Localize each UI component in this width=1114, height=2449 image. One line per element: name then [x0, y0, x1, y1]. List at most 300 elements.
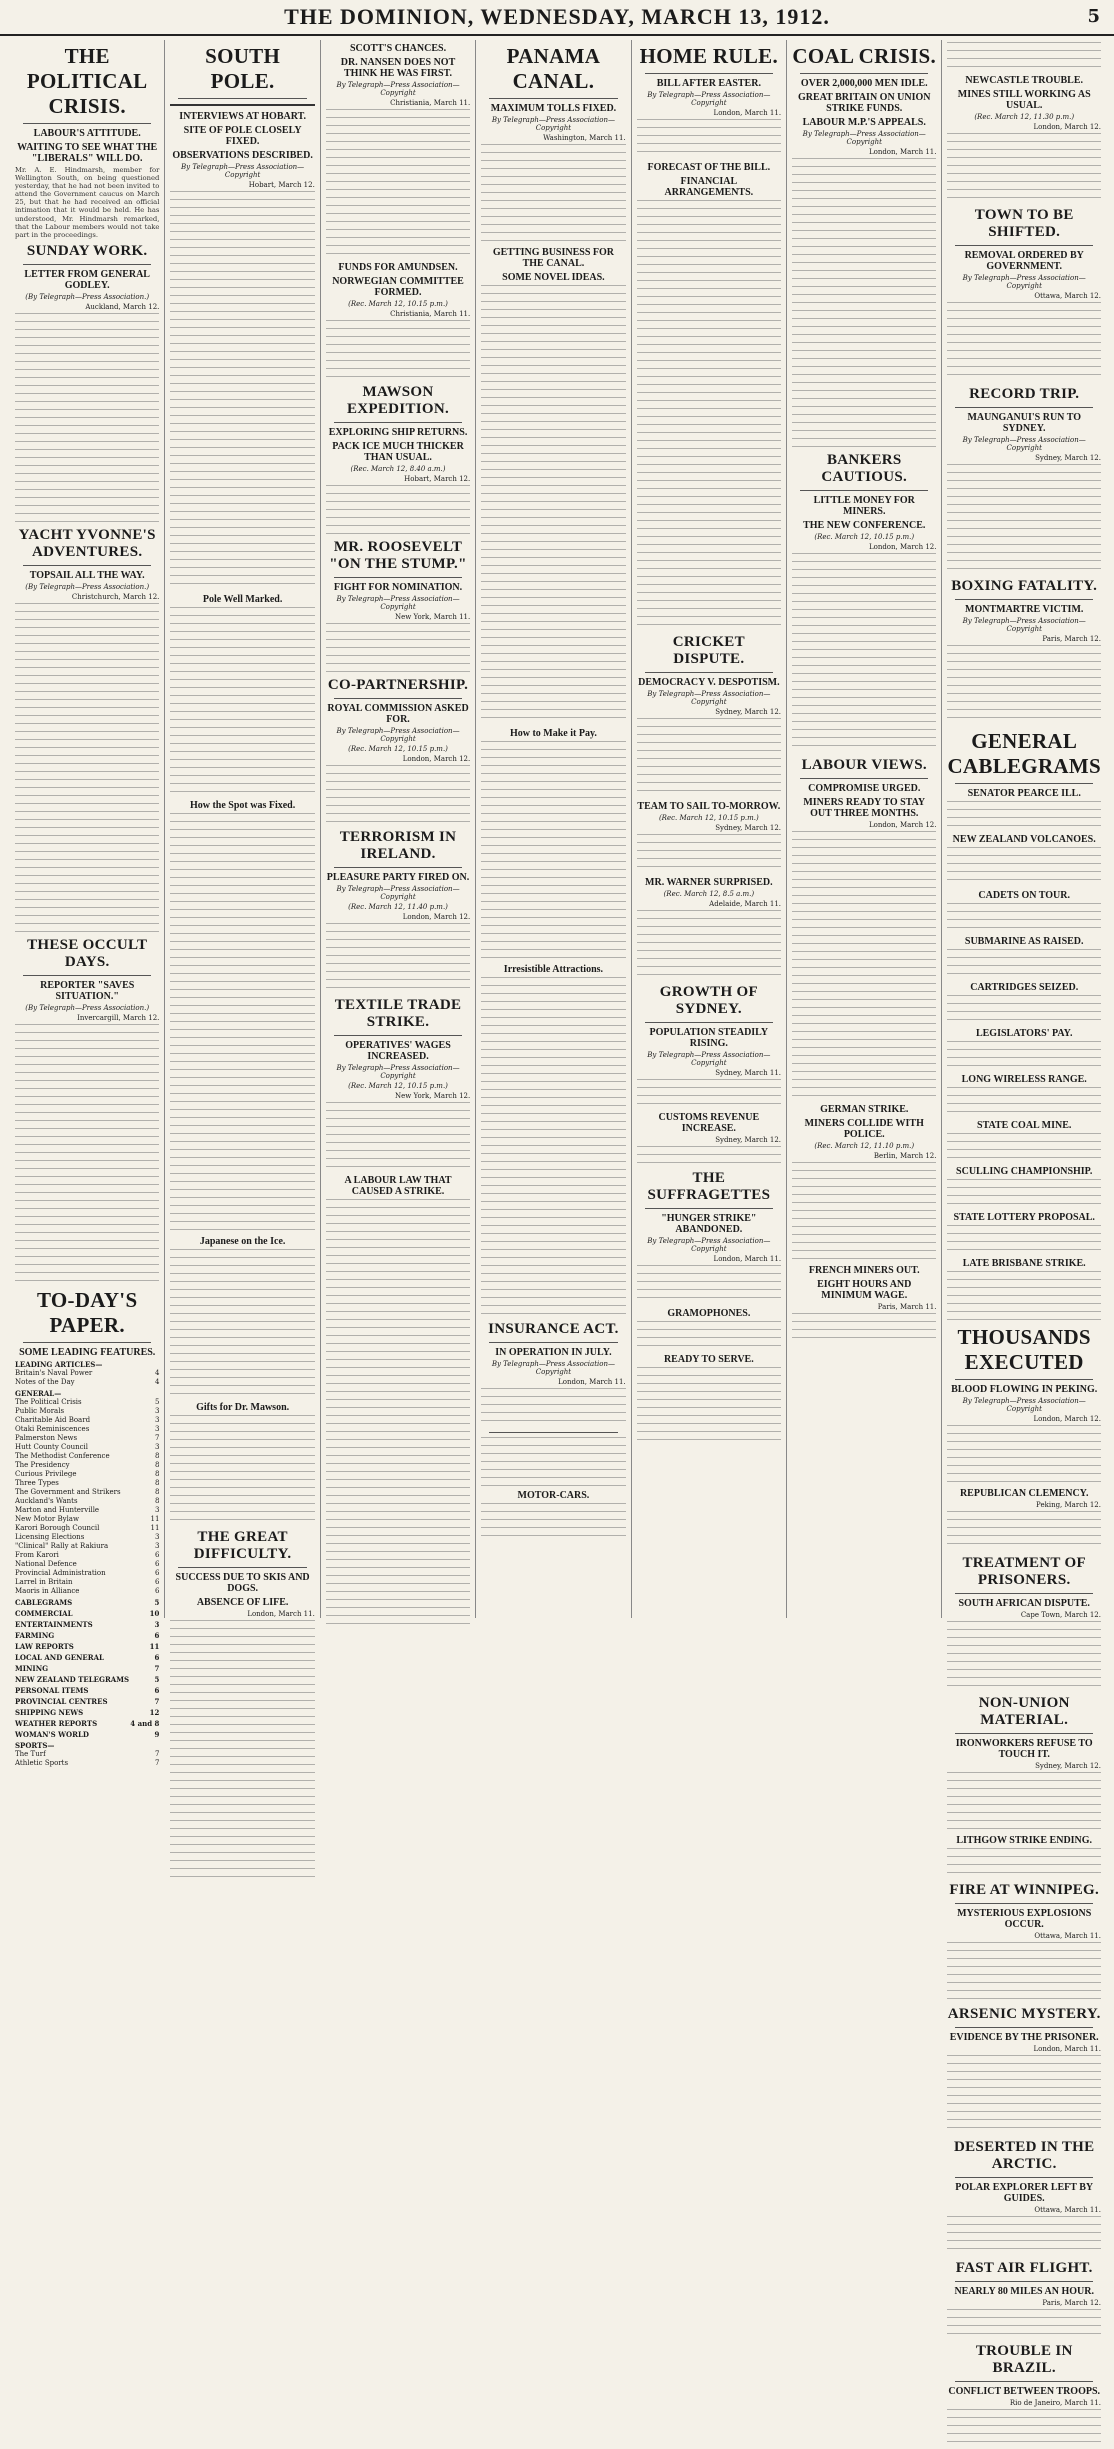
subheadline: MONTMARTRE VICTIM. [965, 604, 1084, 615]
index-label: PROVINCIAL CENTRES [15, 1696, 108, 1706]
rule [334, 1035, 462, 1036]
column-3 [321, 40, 476, 1618]
index-row [15, 1551, 159, 1560]
rule [800, 778, 928, 779]
index-page: 11 [149, 1641, 160, 1651]
index-row [15, 1730, 159, 1739]
index-page: 3 [154, 1541, 160, 1550]
subheadline: NEWCASTLE TROUBLE. [965, 75, 1084, 86]
body-text-lines [481, 741, 625, 961]
headline: GENERAL CABLEGRAMS [947, 729, 1101, 778]
dateline: Sydney, March 12. [715, 824, 782, 832]
index-page: 4 [154, 1368, 160, 1377]
index-page [145, 1360, 159, 1369]
headline: THOUSANDS EXECUTED [957, 1325, 1091, 1374]
dateline: Paris, March 12. [1042, 635, 1101, 643]
subheadline: MINERS COLLIDE WITH POLICE. [804, 1118, 924, 1140]
body-text-lines [947, 995, 1101, 1025]
headline: SUNDAY WORK. [26, 242, 148, 259]
headline: LABOUR VIEWS. [801, 757, 927, 773]
subheadline: NORWEGIAN COMMITTEE FORMED. [332, 276, 464, 298]
rule [334, 422, 462, 423]
body-text-lines [947, 464, 1101, 574]
index-label: The Political Crisis [15, 1397, 82, 1406]
subheadline: SENATOR PEARCE ILL. [967, 788, 1081, 799]
dateline: Rio de Janeiro, March 11. [1009, 2399, 1101, 2407]
rule [955, 1903, 1093, 1904]
body-text-lines [170, 191, 314, 591]
subheadline: OPERATIVES' WAGES INCREASED. [345, 1040, 451, 1062]
index-page: 6 [154, 1577, 160, 1586]
dateline: Sydney, March 11. [715, 1069, 782, 1077]
dateline: Auckland, March 12. [85, 302, 160, 311]
rule [645, 1022, 773, 1023]
subheadline: REPORTER "SAVES SITUATION." [40, 979, 135, 1002]
rule [645, 1208, 773, 1209]
index-row [15, 1569, 159, 1578]
index-page: 6 [154, 1559, 160, 1568]
index-row [15, 1750, 159, 1759]
index-row [15, 1497, 159, 1506]
column-4 [476, 40, 631, 1618]
index-page: 3 [154, 1415, 160, 1424]
index-label: Auckland's Wants [15, 1496, 78, 1505]
index-label: "Clinical" Rally at Rakiura [15, 1541, 109, 1550]
index-row [15, 1631, 159, 1640]
index-label: The Turf [15, 1749, 46, 1758]
dateline: London, March 12. [1033, 123, 1101, 131]
index-row [15, 1434, 159, 1443]
credit-line: By Telegraph—Press Association—Copyright [336, 1064, 460, 1080]
body-text-lines [947, 1041, 1101, 1071]
body-text-lines [170, 607, 314, 797]
index-label: LAW REPORTS [15, 1641, 74, 1651]
index-row [15, 1542, 159, 1551]
body-text-lines [326, 923, 470, 993]
subheadline: ABSENCE OF LIFE. [196, 1597, 289, 1608]
index-page: 3 [154, 1442, 160, 1451]
index-label: LOCAL AND GENERAL [15, 1652, 104, 1662]
body-text-lines [326, 485, 470, 535]
rule [955, 2027, 1093, 2028]
body-text-lines [170, 1620, 314, 1880]
newspaper-columns [10, 40, 1106, 2407]
body-text-lines [637, 1265, 781, 1305]
body-text-lines [947, 949, 1101, 979]
subheadline: LITHGOW STRIKE ENDING. [956, 1835, 1093, 1846]
headline: NON-UNION MATERIAL. [978, 1695, 1070, 1728]
rule [955, 407, 1093, 408]
credit-line: (Rec. March 12, 8.40 a.m.) [350, 465, 446, 473]
body-text-lines [947, 847, 1101, 887]
index-label: PERSONAL ITEMS [15, 1685, 89, 1695]
body-text-lines [947, 1179, 1101, 1209]
headline: RECORD TRIP. [969, 386, 1080, 402]
credit-line: (Rec. March 12, 10.15 p.m.) [348, 745, 448, 753]
headline: MR. ROOSEVELT "ON THE STUMP." [329, 539, 467, 572]
index-page: 3 [154, 1424, 160, 1433]
credit-line: By Telegraph—Press Association—Copyright [647, 1051, 771, 1067]
index-label: NEW ZEALAND TELEGRAMS [15, 1674, 129, 1684]
article-text: Mr. A. E. Hindmarsh, member for Wellington South, on being questioned yesterday, that he had not been invited to attend the Government caucus on March 25, but that he had received an official intimation that it would be held. He has understood, Mr. Hindmarsh remarked, that the Labour members would not take part in the proceedings. [15, 166, 160, 239]
subheadline: INTERVIEWS AT HOBART. [179, 111, 307, 122]
rule [23, 975, 151, 976]
index-label: WOMAN'S WORLD [15, 1729, 89, 1739]
subheadline: SOUTH AFRICAN DISPUTE. [958, 1598, 1090, 1609]
headline: CRICKET DISPUTE. [672, 634, 745, 667]
subheadline: FRENCH MINERS OUT. [808, 1265, 920, 1276]
headline: TOWN TO BE SHIFTED. [974, 207, 1074, 240]
index-page: 4 [154, 1377, 160, 1386]
double-rule [170, 104, 314, 106]
dateline: London, March 12. [402, 755, 471, 763]
index-label: COMMERCIAL [15, 1608, 73, 1618]
subheadline: EVIDENCE BY THE PRISONER. [949, 2032, 1099, 2043]
index-page: 6 [154, 1550, 160, 1559]
credit-line: By Telegraph—Press Association—Copyright [491, 116, 615, 132]
index-row [15, 1524, 159, 1533]
rule [23, 264, 151, 265]
subheadline: SUBMARINE AS RAISED. [964, 936, 1084, 947]
rule [955, 1593, 1093, 1594]
index-row [15, 1708, 159, 1717]
index-label: Larrel in Britain [15, 1577, 73, 1586]
body-text-lines [637, 200, 781, 630]
body-text-lines [326, 109, 470, 259]
subheadline: PACK ICE MUCH THICKER THAN USUAL. [332, 441, 464, 463]
rule [489, 1432, 617, 1433]
subheadline: READY TO SERVE. [663, 1354, 754, 1365]
body-text-lines [326, 1102, 470, 1172]
body-text-lines [326, 765, 470, 825]
credit-line: (Rec. March 12, 10.15 p.m.) [814, 533, 915, 541]
headline: ARSENIC MYSTERY. [947, 2006, 1101, 2022]
subheadline: FIGHT FOR NOMINATION. [333, 582, 463, 593]
body-text-lines [947, 1772, 1101, 1832]
body-text-lines [326, 320, 470, 380]
body-text-lines [792, 1162, 936, 1262]
index-row [15, 1759, 159, 1768]
dateline: London, March 11. [713, 109, 782, 117]
credit-line: (Rec. March 12, 10.15 p.m.) [348, 300, 448, 308]
credit-line: By Telegraph—Press Association—Copyright [962, 436, 1086, 452]
body-text-lines [637, 1079, 781, 1109]
subheadline: NEARLY 80 MILES AN HOUR. [954, 2286, 1094, 2297]
body-text-lines [792, 1313, 936, 1343]
index-page: 6 [154, 1586, 160, 1595]
rule [489, 1342, 617, 1343]
dateline: Sydney, March 12. [715, 1136, 782, 1144]
index-label: CABLEGRAMS [15, 1597, 73, 1607]
credit-line: By Telegraph—Press Association—Copyright [181, 163, 305, 179]
index-label: Athletic Sports [15, 1758, 69, 1767]
body-text-lines [481, 977, 625, 1317]
rule [955, 783, 1093, 784]
index-page: 5 [154, 1397, 160, 1406]
index-label: ENTERTAINMENTS [15, 1619, 93, 1629]
index-page: 9 [154, 1729, 160, 1739]
dateline: London, March 11. [1033, 2045, 1101, 2053]
index-row [15, 1697, 159, 1706]
dateline: London, March 12. [402, 913, 471, 921]
index-row [15, 1533, 159, 1542]
index-label: National Defence [15, 1559, 77, 1568]
dateline: New York, March 11. [394, 613, 471, 621]
body-text-lines [170, 1415, 314, 1525]
subheadline: SCOTT'S CHANCES. [349, 43, 447, 54]
index-label: Charitable Aid Board [15, 1415, 91, 1424]
credit-line: (Rec. March 12, 8.5 a.m.) [663, 890, 755, 898]
subheadline: WAITING TO SEE WHAT THE "LIBERALS" WILL DO. [17, 142, 158, 164]
index-label: Notes of the Day [15, 1377, 75, 1386]
subheadline: Japanese on the Ice. [199, 1236, 286, 1247]
subheadline: GREAT BRITAIN ON UNION STRIKE FUNDS. [797, 92, 931, 114]
subheadline: LABOUR'S ATTITUDE. [33, 128, 141, 139]
index-page: 11 [150, 1523, 160, 1532]
dateline: Christiania, March 11. [390, 99, 471, 107]
index-page: 7 [154, 1433, 160, 1442]
headline: CO-PARTNERSHIP. [327, 677, 469, 693]
index-label: SHIPPING NEWS [15, 1707, 84, 1717]
subheadline: FINANCIAL ARRANGEMENTS. [664, 176, 754, 198]
credit-line: (Rec. March 12, 11.10 p.m.) [814, 1142, 915, 1150]
index-row [15, 1560, 159, 1569]
page-number: 5 [1087, 6, 1100, 27]
body-text-lines [947, 1087, 1101, 1117]
index-label: The Government and Strikers [15, 1487, 121, 1496]
headline: YACHT YVONNE'S ADVENTURES. [18, 526, 156, 560]
subheadline: LABOUR M.P.'S APPEALS. [802, 117, 926, 128]
index-page: 3 [154, 1619, 160, 1629]
credit-line: By Telegraph—Press Association—Copyright [802, 130, 926, 146]
index-page: 6 [154, 1568, 160, 1577]
masthead [0, 0, 1114, 36]
rule [955, 245, 1093, 246]
body-text-lines [637, 718, 781, 798]
headline: PANAMA CANAL. [506, 44, 601, 93]
body-text-lines [326, 623, 470, 673]
index-row [15, 1675, 159, 1684]
subheadline: DEMOCRACY V. DESPOTISM. [638, 677, 780, 688]
subheadline: DR. NANSEN DOES NOT THINK HE WAS FIRST. [340, 57, 456, 79]
dateline: London, March 12. [1033, 1415, 1101, 1423]
subheadline: OVER 2,000,000 MEN IDLE. [800, 78, 928, 89]
body-text-lines [170, 813, 314, 1233]
dateline: Ottawa, March 11. [1034, 2206, 1101, 2214]
index-row [15, 1360, 159, 1369]
headline: MAWSON EXPEDITION. [346, 384, 450, 417]
column-5 [632, 40, 787, 1618]
dateline: Paris, March 12. [1042, 2299, 1101, 2307]
subheadline: POPULATION STEADILY RISING. [649, 1027, 769, 1049]
index-page: 7 [154, 1749, 160, 1758]
headline: COAL CRISIS. [792, 44, 937, 68]
body-text-lines [947, 1942, 1101, 2002]
credit-line: By Telegraph—Press Association—Copyright [647, 1237, 771, 1253]
subheadline: "HUNGER STRIKE" ABANDONED. [661, 1213, 757, 1235]
index-row [15, 1416, 159, 1425]
body-text-lines [947, 1225, 1101, 1255]
index-page: 8 [154, 1460, 160, 1469]
index-label: Three Types [15, 1478, 59, 1487]
body-text-lines [170, 1249, 314, 1399]
subheadline: REMOVAL ORDERED BY GOVERNMENT. [964, 250, 1084, 272]
subheadline: THE NEW CONFERENCE. [803, 520, 926, 531]
body-text-lines [947, 2309, 1101, 2339]
subheadline: PLEASURE PARTY FIRED ON. [326, 872, 470, 883]
dateline: Hobart, March 12. [248, 181, 315, 189]
credit-line: By Telegraph—Press Association—Copyright [491, 1360, 615, 1376]
credit-line: By Telegraph—Press Association—Copyright [647, 690, 771, 706]
index-row [15, 1470, 159, 1479]
subheadline: GETTING BUSINESS FOR THE CANAL. [492, 247, 614, 269]
dateline: Ottawa, March 12. [1034, 292, 1101, 300]
index-row [15, 1443, 159, 1452]
index-label: MINING [15, 1663, 49, 1673]
subheadline: BLOOD FLOWING IN PEKING. [951, 1384, 1098, 1395]
body-text-lines [947, 1621, 1101, 1691]
rule [334, 577, 462, 578]
dateline: Cape Town, March 12. [1020, 1611, 1101, 1619]
index-page: 7 [154, 1758, 160, 1767]
index-row [15, 1461, 159, 1470]
headline: BOXING FATALITY. [951, 578, 1098, 594]
index-row [15, 1452, 159, 1461]
credit-line: (Rec. March 12, 10.15 p.m.) [348, 1082, 448, 1090]
index-label: Curious Privilege [15, 1469, 77, 1478]
body-text-lines [481, 144, 625, 244]
subheadline: TOPSAIL ALL THE WAY. [29, 569, 145, 581]
headline: TEXTILE TRADE STRIKE. [334, 997, 462, 1030]
body-text-lines [15, 1024, 159, 1284]
subheadline: LATE BRISBANE STRIKE. [962, 1258, 1086, 1269]
subheadline: Gifts for Dr. Mawson. [196, 1402, 290, 1413]
dateline: Christchurch, March 12. [71, 592, 160, 601]
subheadline: MINES STILL WORKING AS USUAL. [957, 89, 1091, 111]
index-label: SPORTS— [15, 1740, 55, 1750]
subheadline: How the Spot was Fixed. [189, 800, 296, 811]
headline: THE SUFFRAGETTES [647, 1170, 771, 1203]
rule [334, 698, 462, 699]
dateline: London, March 12. [868, 821, 937, 829]
index-label: LEADING ARTICLES— [15, 1359, 103, 1369]
index-page: 5 [154, 1674, 160, 1684]
index-row [15, 1488, 159, 1497]
index-page: 5 [154, 1597, 160, 1607]
index-row [15, 1609, 159, 1618]
dateline: London, March 11. [247, 1610, 315, 1618]
subheadline: TEAM TO SAIL TO-MORROW. [637, 801, 781, 812]
subheadline: GERMAN STRIKE. [820, 1104, 909, 1115]
credit-line: (By Telegraph—Press Association.) [25, 1003, 150, 1012]
headline: SOUTH POLE. [205, 44, 281, 93]
index-page: 6 [154, 1685, 160, 1695]
dateline: Invercargill, March 12. [77, 1013, 160, 1022]
dateline: Ottawa, March 11. [1034, 1932, 1101, 1940]
index-label: Karori Borough Council [15, 1523, 100, 1532]
rule [800, 73, 928, 74]
dateline: Hobart, March 12. [404, 475, 471, 483]
rule [645, 672, 773, 673]
subheadline: MINERS READY TO STAY OUT THREE MONTHS. [803, 797, 926, 819]
dateline: London, March 12. [868, 543, 937, 551]
index-label: Provincial Administration [15, 1568, 106, 1577]
subheadline: IN OPERATION IN JULY. [495, 1347, 612, 1358]
index-page: 8 [154, 1478, 160, 1487]
body-text-lines [637, 1321, 781, 1351]
subheadline: Pole Well Marked. [202, 594, 283, 605]
index-page: 8 [154, 1451, 160, 1460]
dateline: New York, March 12. [394, 1092, 471, 1100]
rule [955, 1379, 1093, 1380]
rule [645, 73, 773, 74]
subheadline: EXPLORING SHIP RETURNS. [328, 427, 468, 438]
credit-line: By Telegraph—Press Association—Copyright [962, 274, 1086, 290]
dateline: Christiania, March 11. [390, 310, 471, 318]
index-row [15, 1479, 159, 1488]
rule [489, 98, 617, 99]
credit-line: By Telegraph—Press Association—Copyright [962, 1397, 1086, 1413]
subheadline: LEGISLATORS' PAY. [975, 1028, 1073, 1039]
credit-line: (By Telegraph—Press Association.) [25, 582, 150, 591]
headline: GROWTH OF SYDNEY. [659, 984, 758, 1017]
body-text-lines [947, 42, 1101, 72]
body-text-lines [947, 1511, 1101, 1551]
subheadline: ROYAL COMMISSION ASKED FOR. [327, 703, 469, 725]
masthead-title: THE DOMINION, WEDNESDAY, MARCH 13, 1912. [284, 4, 830, 29]
dateline: Sydney, March 12. [715, 708, 782, 716]
body-text-lines [637, 119, 781, 159]
index-page [145, 1389, 159, 1398]
headline: FIRE AT WINNIPEG. [949, 1882, 1100, 1898]
body-text-lines [481, 1437, 625, 1487]
credit-line: By Telegraph—Press Association—Copyright [336, 595, 460, 611]
rule [178, 98, 306, 99]
subheadline: SUCCESS DUE TO SKIS AND DOGS. [175, 1572, 310, 1594]
dateline: London, March 11. [868, 148, 937, 156]
column-1 [10, 40, 165, 1767]
subheadline: SOME LEADING FEATURES. [19, 1346, 156, 1358]
subheadline: CUSTOMS REVENUE INCREASE. [658, 1112, 760, 1134]
credit-line: By Telegraph—Press Association—Copyright [962, 617, 1086, 633]
index-page: 6 [154, 1630, 160, 1640]
index-label: FARMING [15, 1630, 55, 1640]
index-row [15, 1389, 159, 1398]
rule [955, 2177, 1093, 2178]
index-row [15, 1407, 159, 1416]
headline: FAST AIR FLIGHT. [955, 2260, 1093, 2276]
index-page: 3 [154, 1406, 160, 1415]
subheadline: CADETS ON TOUR. [978, 890, 1071, 901]
index-row [15, 1587, 159, 1596]
body-text-lines [792, 158, 936, 448]
body-text-lines [15, 313, 159, 523]
dateline: Sydney, March 12. [1035, 1762, 1101, 1770]
column-6 [787, 40, 942, 1618]
index-page: 8 [154, 1487, 160, 1496]
subheadline: EIGHT HOURS AND MINIMUM WAGE. [817, 1279, 912, 1301]
index-label: The Methodist Conference [15, 1451, 110, 1460]
subheadline: OBSERVATIONS DESCRIBED. [172, 150, 313, 161]
body-text-lines [792, 831, 936, 1101]
body-text-lines [947, 1133, 1101, 1163]
body-text-lines [637, 910, 781, 980]
index-row [15, 1686, 159, 1695]
subheadline: LETTER FROM GENERAL GODLEY. [24, 268, 150, 291]
body-text-lines [481, 285, 625, 725]
column-2 [165, 40, 320, 1618]
index-page: 8 [154, 1496, 160, 1505]
